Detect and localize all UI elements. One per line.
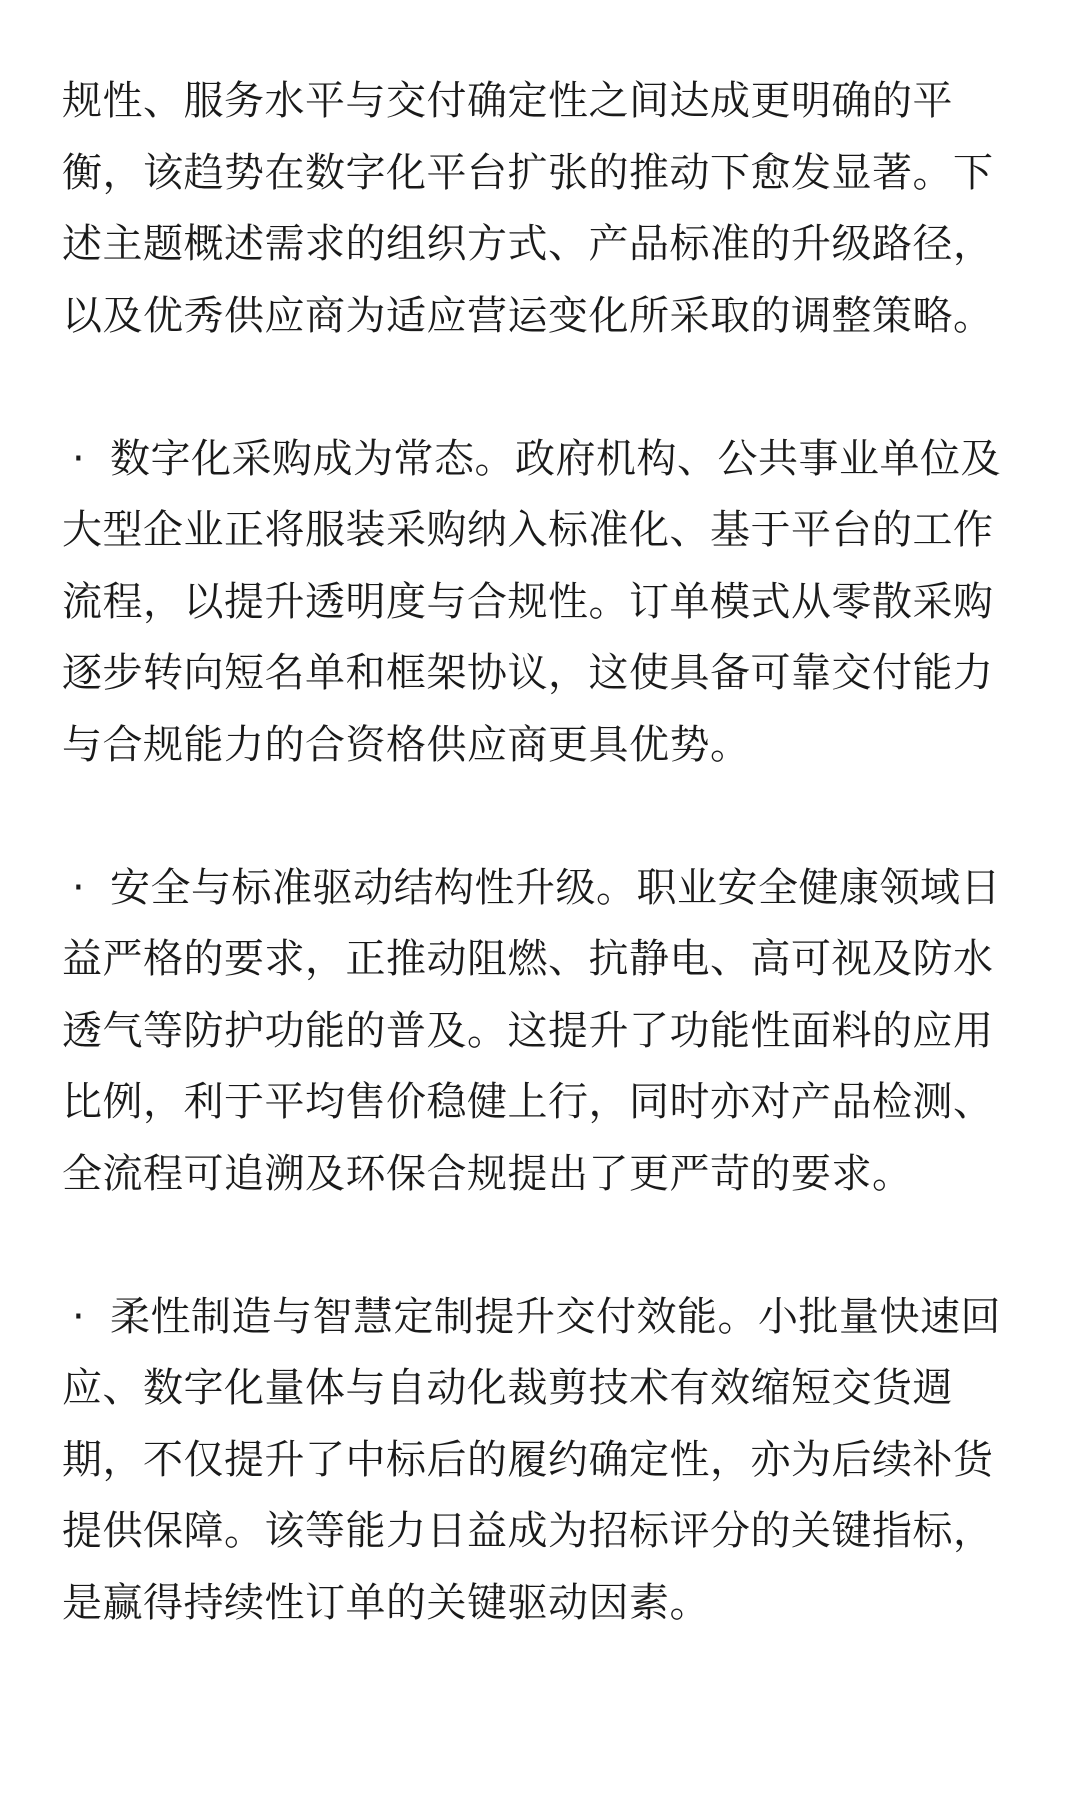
intro-paragraph: 规性、服务水平与交付确定性之间达成更明确的平衡，该趋势在数字化平台扩张的推动下愈发显著。下述主题概述需求的组织方式、产品标准的升级路径，以及优秀供应商为适应营运变化所采取的调整策略。	[62, 78, 994, 339]
bullet-text: 安全与标准驱动结构性升级。职业安全健康领域日益严格的要求，正推动阻燃、抗静电、高可视及防水透气等防护功能的普及。这提升了功能性面料的应用比例，利于平均售价稳健上行，同时亦对产品检测、全流程可追溯及环保合规提出了更严苛的要求。	[62, 864, 1001, 1197]
bullet-text: 数字化采购成为常态。政府机构、公共事业单位及大型企业正将服装采购纳入标准化、基于平台的工作流程，以提升透明度与合规性。订单模式从零散采购逐步转向短名单和框架协议，这使具备可靠交付能力与合规能力的合资格供应商更具优势。	[62, 435, 1001, 768]
bullet-dot: ·	[72, 864, 86, 911]
article-body	[62, 66, 1022, 1639]
bullet-text: 柔性制造与智慧定制提升交付效能。小批量快速回应、数字化量体与自动化裁剪技术有效缩短交货週期，不仅提升了中标后的履约确定性，亦为后续补货提供保障。该等能力日益成为招标评分的关键指标，是赢得持续性订单的关键驱动因素。	[62, 1293, 1001, 1626]
bullet-dot: ·	[72, 1293, 86, 1340]
bullet-dot: ·	[72, 435, 86, 482]
bullet-paragraph-digital-procurement	[62, 424, 1022, 782]
bullet-paragraph-safety-standards	[62, 853, 1022, 1211]
bullet-paragraph-flexible-manufacturing	[62, 1282, 1022, 1640]
